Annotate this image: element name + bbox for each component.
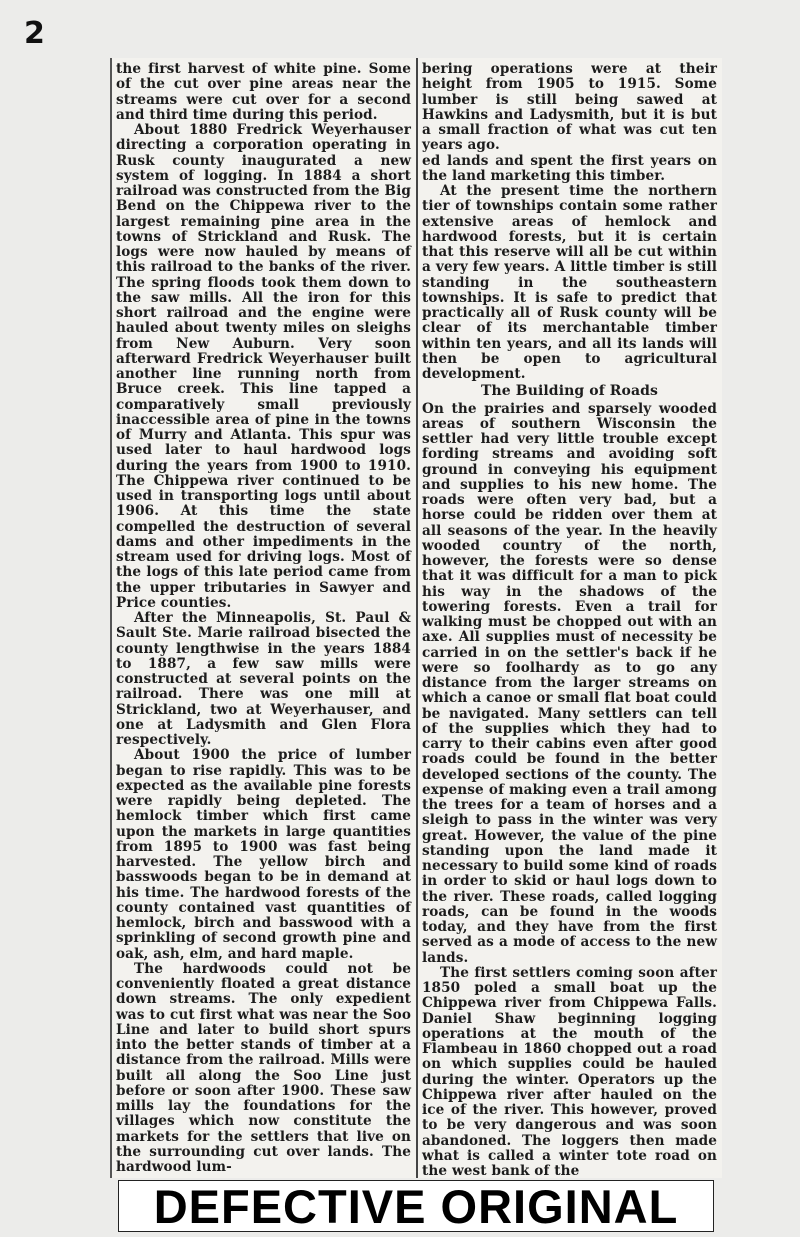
paragraph: After the Minneapolis, St. Paul & Sault Ste. Marie railroad bisected the county lengthwise in the years 1884 to 1887, a few saw mills were constructed at several points on the railroad. There was one mill at Strickland, two at Weyerhauser, and one at Ladysmith and Glen Flora respectively. [116,610,411,748]
stamp-text: DEFECTIVE ORIGINAL [153,1180,679,1233]
section-heading: The Building of Roads [480,383,659,400]
paragraph: About 1900 the price of lumber began to rise rapidly. This was to be expected as the available pine forests were rapidly being depleted. The hemlock timber which first came upon the markets in large quantities from 1895 to 1900 was fast being harvested. The yellow birch and basswoods began to be in demand at his time. The hardwood forests of the county contained vast quantities of hemlock, birch and basswood with a sprinkling of second growth pine and oak, ash, elm, and hard maple. [116,747,411,962]
column-divider [416,58,418,1178]
paragraph: the first harvest of white pine. Some of the cut over pine areas near the streams were cut over for a second and third time during this period. [116,61,411,123]
paragraph: ed lands and spent the first years on the land marketing this timber. [422,152,717,184]
defective-original-stamp [118,1180,714,1232]
paragraph: About 1880 Fredrick Weyerhauser directing a corporation operating in Rusk county inaugurated a new system of logging. In 1884 a short railroad was constructed from the Big Bend on the Chippewa river to the largest remaining pine area in the towns of Strickland and Rusk. The logs were now hauled by means of this railroad to the banks of the river. The spring floods took them down to the saw mills. All the iron for this short railroad and the engine were hauled about twenty miles on sleighs from New Auburn. Very soon afterward Fredrick Weyerhauser built another line running north from Bruce creek. This line tapped a comparatively small previously inaccessible area of pine in the towns of Murry and Atlanta. This spur was used later to haul hardwood logs during the years from 1900 to 1910. The Chippewa river continued to be used in transporting logs until about 1906. At this time the state compelled the destruction of several dams and other impediments in the stream used for driving logs. Most of the logs of this late period came from the upper tributaries in Sawyer and Price counties. [116,122,411,611]
paragraph: On the prairies and sparsely wooded areas of southern Wisconsin the settler had very little trouble except fording streams and avoiding soft ground in conveying his equipment and supplies to his new home. The roads were often very bad, but a horse could be ridden over them at all seasons of the year. In the heavily wooded country of the north, however, the forests were so dense that it was difficult for a man to pick his way in the shadows of the towering forests. Even a trail for walking must be chopped out with an axe. All supplies must of necessity be carried in on the settler's back if he were so foolhardy as to go any distance from the larger streams on which a canoe or small flat boat could be navigated. Many settlers can tell of the supplies which they had to carry to their cabins even after good roads could be found in the better developed sections of the county. The expense of making even a trail among the trees for a team of horses and a sleigh to pass in the winter was very great. However, the value of the pine standing upon the land made it necessary to build some kind of roads in order to skid or haul logs down to the river. These roads, called logging roads, can be found in the woods today, and they have from the first served as a mode of access to the new lands. [422,400,717,966]
paragraph: The hardwoods could not be conveniently floated a great distance down streams. The only expedient was to cut first what was near the Soo Line and later to build short spurs into the better stands of timber at a distance from the railroad. Mills were built all along the Soo Line just before or soon after 1900. These saw mills lay the foundations for the villages which now constitute the markets for the settlers that live on the surrounding cut over lands. The hardwood lum- [116,960,411,1175]
paragraph: At the present time the northern tier of townships contain some rather extensive areas of hemlock and hardwood forests, but it is certain that this reserve will all be cut within a very few years. A little timber is still standing in the southeastern townships. It is safe to predict that practically all of Rusk county will be clear of its merchantable timber within ten years, and all its lands will then be open to agricultural development. [422,183,717,382]
article-left-column [116,62,411,1175]
article-right-column [422,62,717,1179]
paragraph: bering operations were at their height from 1905 to 1915. Some lumber is still being sawed at Hawkins and Ladysmith, but it is but a small fraction of what was cut ten years ago. [422,61,717,154]
page-number-mark: 2 [24,16,45,51]
paragraph: The first settlers coming soon after 1850 poled a small boat up the Chippewa river from Chippewa Falls. Daniel Shaw beginning logging operations at the mouth of the Flambeau in 1860 chopped out a road on which supplies could be hauled during the winter. Operators up the Chippewa river after hauled on the ice of the river. This however, proved to be very dangerous and was soon abandoned. The loggers then made what is called a winter tote road on the west bank of the [422,964,717,1179]
